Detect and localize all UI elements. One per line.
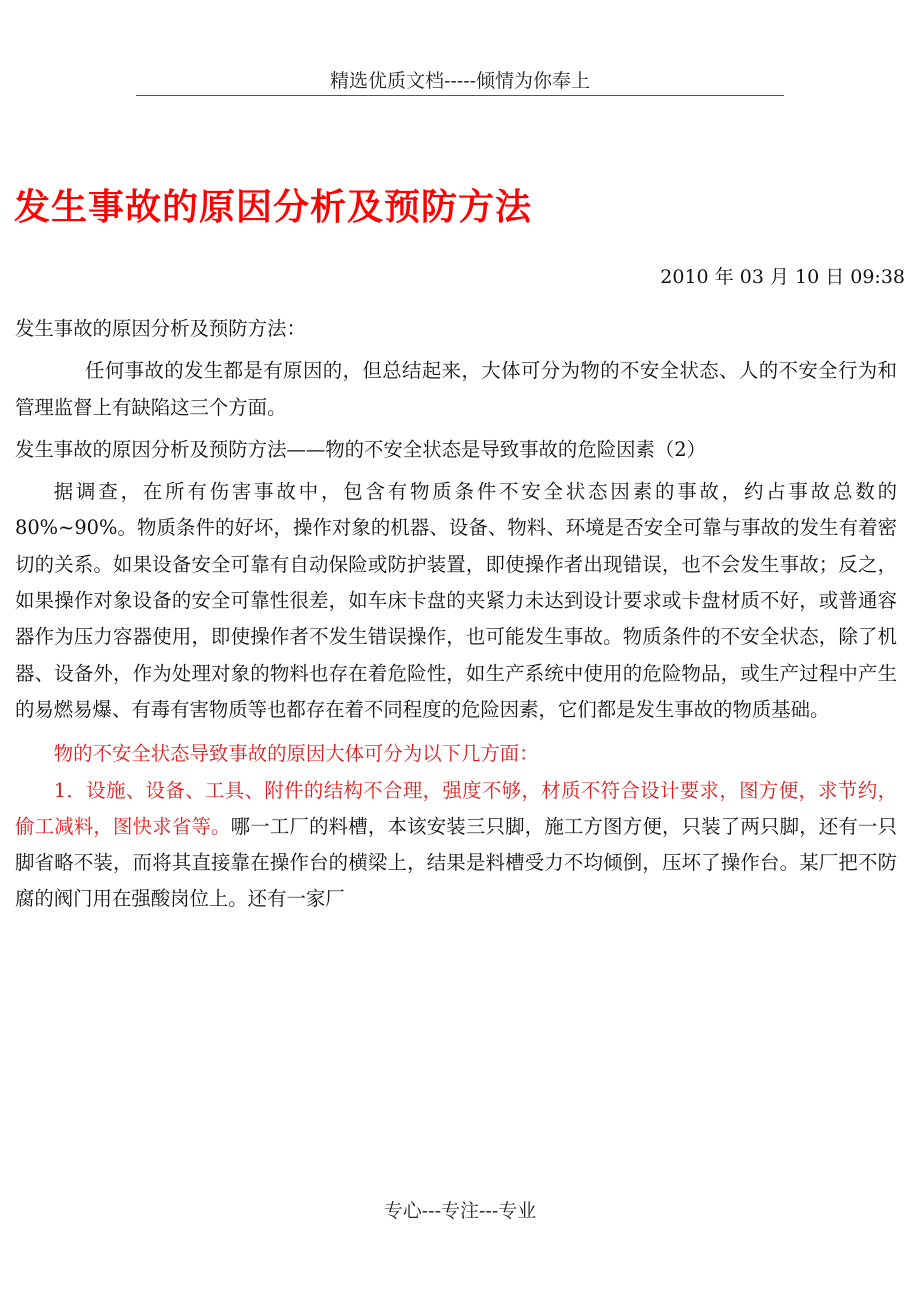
item-1-highlight: 1．设施、设备、工具、附件的结构不合理，强度不够，材质不符合设计要求，图方便，求节约，偷工减料，图快求省等。 xyxy=(15,778,897,838)
item-1-text: 哪一工厂的料槽，本该安装三只脚，施工方图方便，只装了两只脚，还有一只脚省略不装，而将其直接靠在操作台的横梁上，结果是料槽受力不均倾倒，压坏了操作台。某厂把不防腐的阀门用在强酸岗位上。还有一家厂 xyxy=(15,814,898,911)
lead-line: 发生事故的原因分析及预防方法： xyxy=(15,317,306,340)
item-1-paragraph xyxy=(15,773,897,918)
section-subtitle: 发生事故的原因分析及预防方法——物的不安全状态是导致事故的危险因素（2） xyxy=(15,437,707,461)
document-title: 发生事故的原因分析及预防方法 xyxy=(14,187,533,228)
red-heading: 物的不安全状态导致事故的原因大体可分为以下几方面： xyxy=(53,742,539,766)
page-header: 精选优质文档-----倾情为你奉上 xyxy=(329,70,591,92)
document-body xyxy=(15,311,897,918)
page-footer: 专心---专注---专业 xyxy=(383,1200,537,1222)
document-date: 2010 年 03 月 10 日 09:38 xyxy=(660,266,905,288)
intro-paragraph: 任何事故的发生都是有原因的，但总结起来，大体可分为物的不安全状态、人的不安全行为和管理监督上有缺陷这三个方面。 xyxy=(15,359,897,419)
header-divider xyxy=(136,95,784,96)
body-paragraph: 据调查，在所有伤害事故中，包含有物质条件不安全状态因素的事故，约占事故总数的 80%~90%。物质条件的好坏，操作对象的机器、设备、物料、环境是否安全可靠与事故的发生有着密切的关系。如果设备安全可靠有自动保险或防护装置，即使操作者出现错误，也不会发生事故；反之，如果操作对象设备的安全可靠性很差，如车床卡盘的夹紧力未达到设计要求或卡盘材质不好，或普通容器作为压力容器使用，即使操作者不发生错误操作，也可能发生事故。物质条件的不安全状态，除了机器、设备外，作为处理对象的物料也存在着危险性，如生产系统中使用的危险物品，或生产过程中产生的易燃易爆、有毒有害物质等也都存在着不同程度的危险因素，它们都是发生事故的物质基础。 xyxy=(15,480,897,721)
